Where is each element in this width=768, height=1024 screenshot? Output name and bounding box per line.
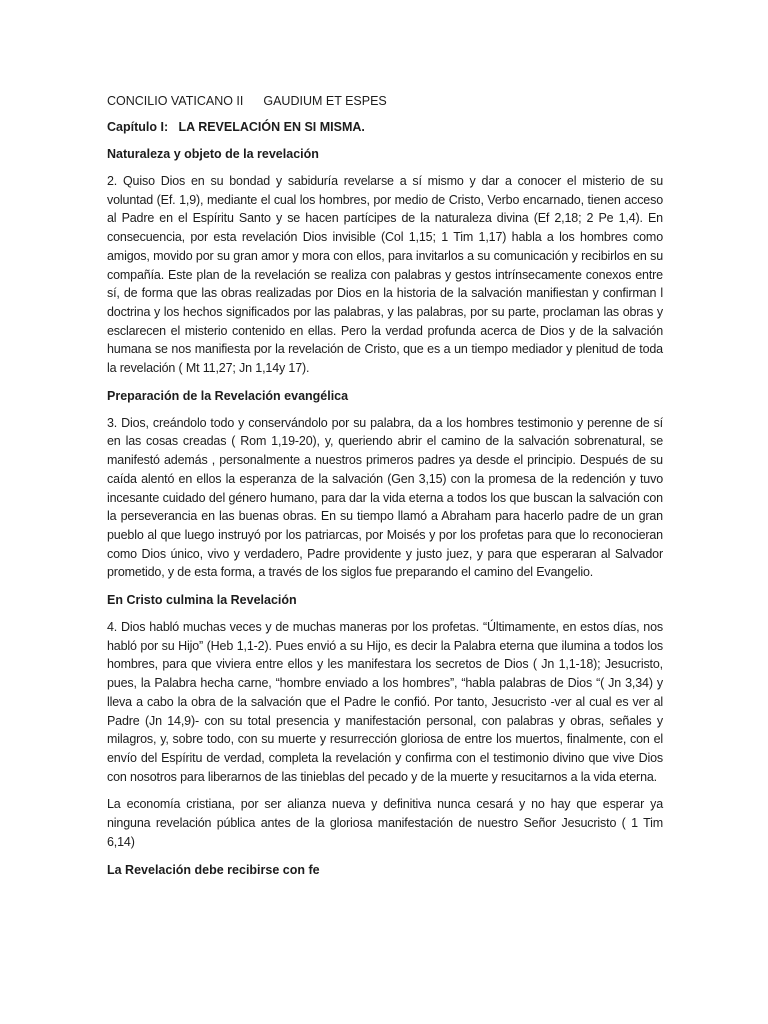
section-heading-fe: La Revelación debe recibirse con fe bbox=[107, 862, 320, 877]
council-name: CONCILIO VATICANO II bbox=[107, 94, 244, 108]
paragraph-4: 4. Dios habló muchas veces y de muchas maneras por los profetas. “Últimamente, en estos días, nos habló por su Hijo” (Heb 1,1-2). Pues envió a su Hijo, es decir la Palabra eterna que ilumina a todos los hombres, para que viviera entre ellos y les manifestara los secretos de Dios ( Jn 1,1-18); Jesucristo, pues, la Palabra hecha carne, “hombre enviado a los hombres”, “habla palabras de Dios “( Jn 3,34) y lleva a cabo la obra de la salvación que el Padre le confió. Por tanto, Jesucristo -ver al cual es ver al Padre (Jn 14,9)- con su total presencia y manifestación personal, con palabras y obras, señales y milagros, y, sobre todo, con su muerte y resurrección gloriosa de entre los muertos, finalmente, con el envío del Espíritu de verdad, completa la revelación y confirma con el testimonio divino que vive Dios con nosotros para liberarnos de las tinieblas del pecado y de la muerte y resucitarnos a la vida eterna. bbox=[107, 620, 663, 784]
paragraph-3: 3. Dios, creándolo todo y conservándolo por su palabra, da a los hombres testimonio y perenne de sí en las cosas creadas ( Rom 1,19-20), y, queriendo abrir el camino de la salvación sobrenatural, se manifestó además , personalmente a nuestros primeros padres ya desde el principio. Después de su caída alentó en ellos la esperanza de la salvación (Gen 3,15) con la promesa de la redención y tuvo incesante cuidado del género humano, para dar la vida eterna a todos los que buscan la salvación con la perseverancia en las buenas obras. En su tiempo llamó a Abraham para hacerlo padre de un gran pueblo al que luego instruyó por los patriarcas, por Moisés y por los profetas para que lo reconocieran como Dios único, vivo y verdadero, Padre providente y justo juez, y para que esperaran al Salvador prometido, y de esta forma, a través de los siglos fue preparando el camino del Evangelio. bbox=[107, 415, 663, 580]
section-heading-naturaleza: Naturaleza y objeto de la revelación bbox=[107, 147, 319, 161]
section-heading-preparacion: Preparación de la Revelación evangélica bbox=[107, 388, 349, 403]
document-page bbox=[107, 92, 663, 888]
document-title: GAUDIUM ET ESPES bbox=[263, 94, 387, 108]
document-header bbox=[107, 92, 663, 110]
section-heading-cristo: En Cristo culmina la Revelación bbox=[107, 593, 297, 608]
paragraph-economia: La economía cristiana, por ser alianza nueva y definitiva nunca cesará y no hay que esperar ya ninguna revelación pública antes de la gloriosa manifestación de nuestro Señor Jesucristo ( 1 Tim 6,14) bbox=[107, 797, 663, 849]
paragraph-2: 2. Quiso Dios en su bondad y sabiduría revelarse a sí mismo y dar a conocer el misterio de su voluntad (Ef. 1,9), mediante el cual los hombres, por medio de Cristo, Verbo encarnado, tienen acceso al Padre en el Espíritu Santo y se hacen partícipes de la naturaleza divina (Ef 2,18; 2 Pe 1,4). En consecuencia, por esta revelación Dios invisible (Col 1,15; 1 Tim 1,17) habla a los hombres como amigos, movido por su gran amor y mora con ellos, para invitarlos a su comunicación y recibirlos en su compañía. Este plan de la revelación se realiza con palabras y gestos intrínsecamente conexos entre sí, de forma que las obras realizadas por Dios en la historia de la salvación manifiestan y confirman l doctrina y los hechos significados por las palabras, y las palabras, por su parte, proclaman las obras y esclarecen el misterio contenido en ellas. Pero la verdad profunda acerca de Dios y de la salvación humana se nos manifiesta por la revelación de Cristo, que es a un tiempo mediador y plenitud de toda la revelación ( Mt 11,27; Jn 1,14y 17). bbox=[107, 174, 663, 376]
chapter-heading: Capítulo I: LA REVELACIÓN EN SI MISMA. bbox=[107, 120, 365, 134]
